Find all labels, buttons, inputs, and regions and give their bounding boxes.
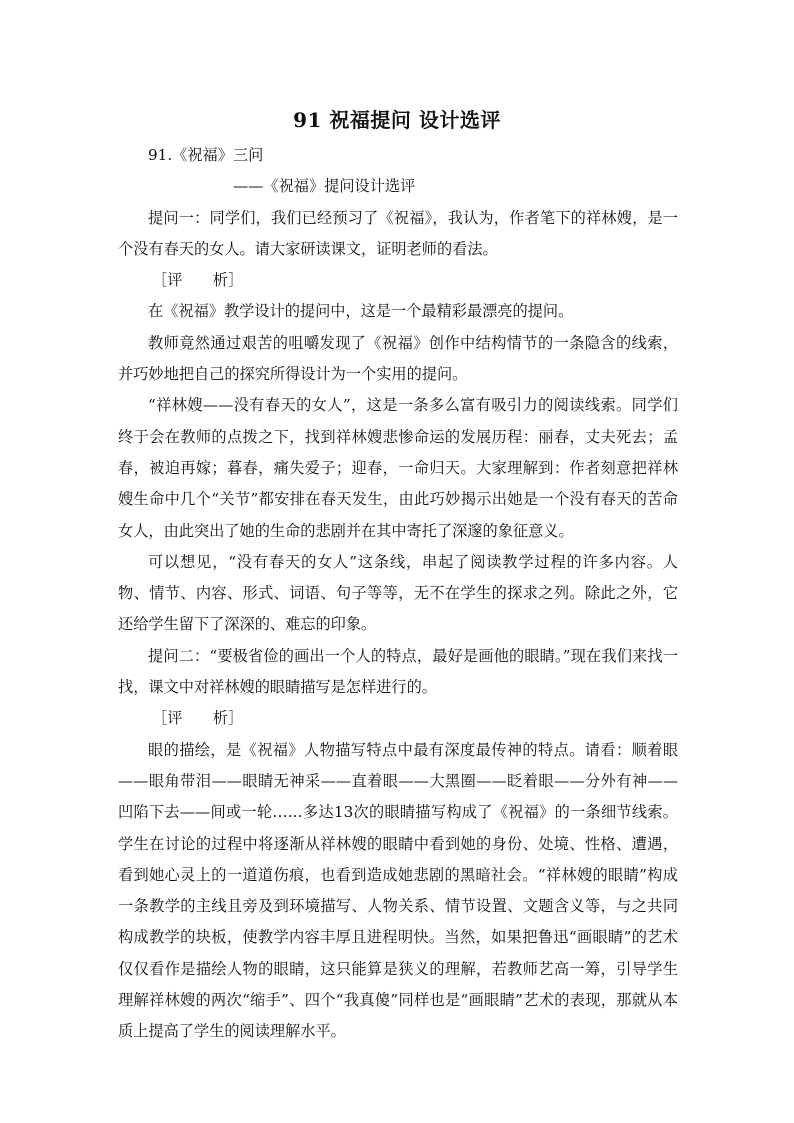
body-paragraph: 眼的描绘，是《祝福》人物描写特点中最有深度最传神的特点。请看：顺着眼——眼角带泪——眼睛无神采——直着眼——大黑圈——眨着眼——分外有神——凹陷下去——间或一轮……多达13次的眼睛描写构成了《祝福》的一条细节线索。学生在讨论的过程中将逐渐从祥林嫂的眼睛中看到她的身份、处境、性格、遭遇，看到她心灵上的一道道伤痕，也看到造成她悲剧的黑暗社会。“祥林嫂的眼睛”构成一条教学的主线且旁及到环境描写、人物关系、情节设置、文题含义等，与之共同构成教学的块板，使教学内容丰厚且进程明快。当然，如果把鲁迅“画眼睛”的艺术仅仅看作是描绘人物的眼睛，这只能算是狭义的理解，若教师艺高一筹，引导学生理解祥林嫂的两次“缩手”、四个“我真傻”同样也是“画眼睛”艺术的表现，那就从本质上提高了学生的阅读理解水平。: [118, 740, 678, 1041]
body-paragraph: 在《祝福》教学设计的提问中，这是一个最精彩最漂亮的提问。: [148, 302, 574, 321]
body-paragraph: “祥林嫂——没有春天的女人”，这是一条多么富有吸引力的阅读线索。同学们终于会在教师的点拨之下，找到祥林嫂悲惨命运的发展历程：丽春，丈夫死去；孟春，被迫再嫁；暮春，痛失爱子；迎春，一命归天。大家理解到：作者刻意把祥林嫂生命中几个“关节”都安排在春天发生，由此巧妙揭示出她是一个没有春天的苦命女人，由此突出了她的生命的悲剧并在其中寄托了深邃的象征意义。: [118, 396, 678, 540]
document-title: 91 祝福提问 设计选评: [293, 108, 501, 132]
evaluation-label: ［评 析］: [152, 271, 244, 290]
document-body: [118, 140, 678, 1048]
body-paragraph: 可以想见，“没有春天的女人”这条线，串起了阅读教学过程的许多内容。人物、情节、内容、形式、词语、句子等等，无不在学生的探求之列。除此之外，它还给学生留下了深深的、难忘的印象。: [118, 552, 678, 634]
question-one: 提问一：同学们，我们已经预习了《祝福》，我认为，作者笔下的祥林嫂，是一个没有春天的女人。请大家研读课文，证明老师的看法。: [118, 208, 678, 258]
section-subtitle: ——《祝福》提问设计选评: [233, 177, 416, 196]
body-paragraph: 教师竟然通过艰苦的咀嚼发现了《祝福》创作中结构情节的一条隐含的线索，并巧妙地把自己的探究所得设计为一个实用的提问。: [118, 333, 678, 384]
section-heading: 91.《祝福》三问: [148, 146, 264, 164]
question-two: 提问二：“要极省俭的画出一个人的特点，最好是画他的眼睛。”现在我们来找一找，课文中对祥林嫂的眼睛描写是怎样进行的。: [118, 646, 678, 697]
evaluation-label: ［评 析］: [152, 709, 244, 728]
